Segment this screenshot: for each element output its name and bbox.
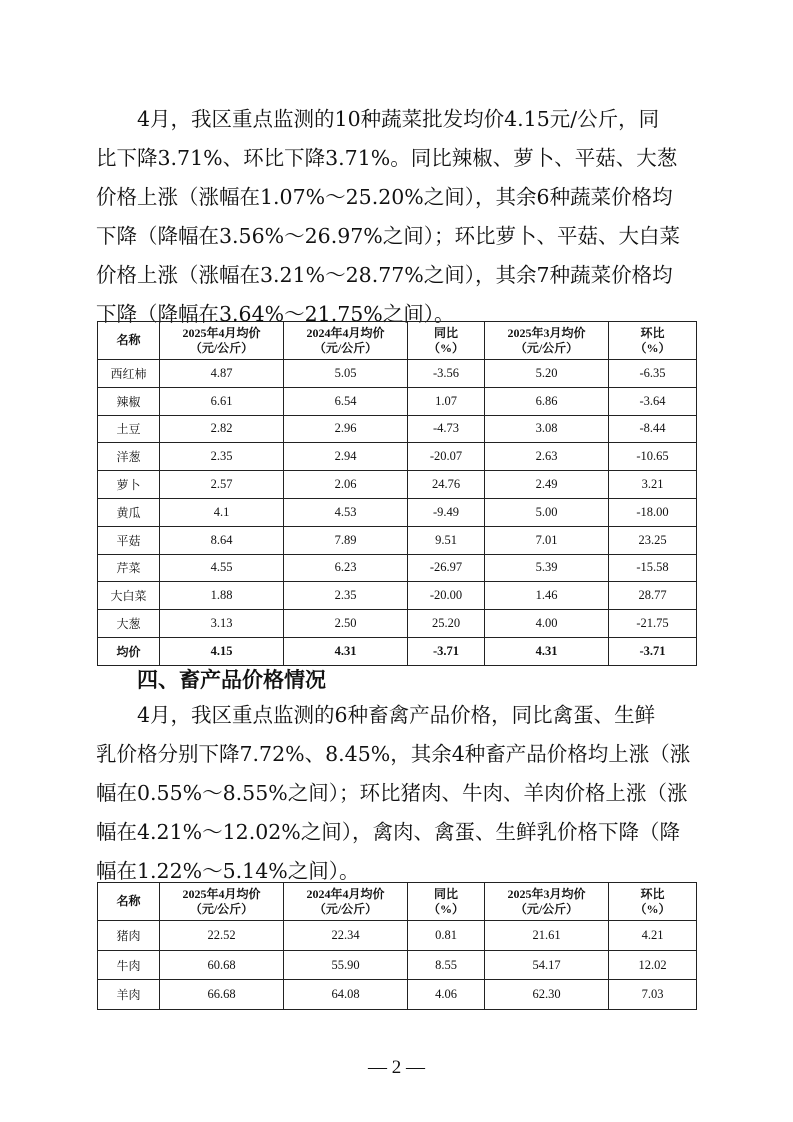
column-header: 2025年4月均价 （元/公斤） (160, 322, 284, 360)
column-header: 名称 (98, 322, 160, 360)
vegetable-price-table (97, 321, 697, 666)
table-cell: 2.35 (160, 443, 284, 471)
table-cell: 62.30 (485, 980, 609, 1010)
table-cell: 4.00 (485, 610, 609, 638)
column-header: 同比 （%） (408, 322, 485, 360)
table-cell: 54.17 (485, 950, 609, 980)
table-cell: -3.64 (609, 387, 697, 415)
table-cell: 2.63 (485, 443, 609, 471)
row-name-cell: 萝卜 (98, 471, 160, 499)
table-row (98, 980, 697, 1010)
table-cell: -9.49 (408, 498, 485, 526)
table-cell: 4.15 (160, 637, 284, 665)
row-name-cell: 均价 (98, 637, 160, 665)
table-cell: 8.55 (408, 950, 485, 980)
table-cell: 5.20 (485, 360, 609, 388)
column-header: 2025年4月均价 （元/公斤） (160, 883, 284, 921)
table-cell: 2.94 (284, 443, 408, 471)
table-cell: 0.81 (408, 921, 485, 951)
row-name-cell: 黄瓜 (98, 498, 160, 526)
table-cell: -20.00 (408, 582, 485, 610)
table-cell: 4.87 (160, 360, 284, 388)
column-header: 环比 （%） (609, 322, 697, 360)
table-cell: -6.35 (609, 360, 697, 388)
table-cell: 5.05 (284, 360, 408, 388)
table-cell: 2.06 (284, 471, 408, 499)
table-cell: 2.35 (284, 582, 408, 610)
livestock-summary-paragraph (96, 696, 696, 891)
table-cell: 22.34 (284, 921, 408, 951)
table-cell: 55.90 (284, 950, 408, 980)
table-cell: -26.97 (408, 554, 485, 582)
table-cell: 2.96 (284, 415, 408, 443)
table-cell: 2.50 (284, 610, 408, 638)
table-cell: 1.07 (408, 387, 485, 415)
table-cell: 8.64 (160, 526, 284, 554)
table-cell: -21.75 (609, 610, 697, 638)
table-row (98, 921, 697, 951)
row-name-cell: 猪肉 (98, 921, 160, 951)
row-name-cell: 大葱 (98, 610, 160, 638)
paragraph-line: 下降（降幅在3.56%～26.97%之间）；环比萝卜、平菇、大白菜 (96, 224, 681, 248)
row-name-cell: 土豆 (98, 415, 160, 443)
table-header-row (98, 322, 697, 360)
paragraph-line: 4月，我区重点监测的10种蔬菜批发均价4.15元/公斤，同 (137, 107, 660, 131)
table-cell: 3.08 (485, 415, 609, 443)
table-cell: 4.1 (160, 498, 284, 526)
table-cell: 3.21 (609, 471, 697, 499)
paragraph-line: 幅在1.22%～5.14%之间）。 (96, 859, 360, 883)
table-row (98, 360, 697, 388)
page-number: — 2 — (368, 1057, 425, 1078)
column-header: 环比 （%） (609, 883, 697, 921)
row-name-cell: 洋葱 (98, 443, 160, 471)
table-row (98, 387, 697, 415)
table-row (98, 526, 697, 554)
paragraph-line: 幅在0.55%～8.55%之间）；环比猪肉、牛肉、羊肉价格上涨（涨 (96, 781, 688, 805)
table-cell: 23.25 (609, 526, 697, 554)
section-heading: 四、畜产品价格情况 (137, 668, 326, 692)
column-header: 2024年4月均价 （元/公斤） (284, 322, 408, 360)
table-cell: 28.77 (609, 582, 697, 610)
table-row (98, 610, 697, 638)
column-header: 2025年3月均价 （元/公斤） (485, 883, 609, 921)
livestock-price-table (97, 882, 697, 1010)
vegetable-summary-paragraph (96, 100, 696, 334)
row-name-cell: 西红柿 (98, 360, 160, 388)
row-name-cell: 羊肉 (98, 980, 160, 1010)
paragraph-line: 价格上涨（涨幅在3.21%～28.77%之间），其余7种蔬菜价格均 (96, 263, 673, 287)
table-row (98, 554, 697, 582)
table-cell: 21.61 (485, 921, 609, 951)
table-cell: 6.54 (284, 387, 408, 415)
row-name-cell: 芹菜 (98, 554, 160, 582)
table-row (98, 498, 697, 526)
table-cell: 9.51 (408, 526, 485, 554)
table-cell: -10.65 (609, 443, 697, 471)
table-cell: -3.56 (408, 360, 485, 388)
table-cell: 66.68 (160, 980, 284, 1010)
paragraph-line: 价格上涨（涨幅在1.07%～25.20%之间），其余6种蔬菜价格均 (96, 185, 673, 209)
table-cell: 3.13 (160, 610, 284, 638)
table-cell: -18.00 (609, 498, 697, 526)
table-cell: 5.39 (485, 554, 609, 582)
column-header: 名称 (98, 883, 160, 921)
table-row (98, 950, 697, 980)
table-row (98, 471, 697, 499)
table-row (98, 637, 697, 665)
table-cell: 2.57 (160, 471, 284, 499)
paragraph-line: 乳价格分别下降7.72%、8.45%，其余4种畜产品价格均上涨（涨 (96, 742, 691, 766)
table-cell: 6.61 (160, 387, 284, 415)
paragraph-line: 下降（降幅在3.64%～21.75%之间）。 (96, 302, 455, 326)
table-header-row (98, 883, 697, 921)
column-header: 2024年4月均价 （元/公斤） (284, 883, 408, 921)
column-header: 2025年3月均价 （元/公斤） (485, 322, 609, 360)
table-cell: 60.68 (160, 950, 284, 980)
table-cell: 5.00 (485, 498, 609, 526)
table-cell: 4.21 (609, 921, 697, 951)
table-cell: 4.55 (160, 554, 284, 582)
row-name-cell: 大白菜 (98, 582, 160, 610)
table-cell: -4.73 (408, 415, 485, 443)
paragraph-line: 幅在4.21%～12.02%之间），禽肉、禽蛋、生鲜乳价格下降（降 (96, 820, 681, 844)
table-cell: 7.03 (609, 980, 697, 1010)
column-header: 同比 （%） (408, 883, 485, 921)
table-cell: -8.44 (609, 415, 697, 443)
table-cell: 12.02 (609, 950, 697, 980)
paragraph-line: 比下降3.71%、环比下降3.71%。同比辣椒、萝卜、平菇、大葱 (96, 146, 678, 170)
table-cell: -15.58 (609, 554, 697, 582)
table-cell: 4.31 (284, 637, 408, 665)
paragraph-line: 4月，我区重点监测的6种畜禽产品价格，同比禽蛋、生鲜 (137, 703, 656, 727)
table-cell: 7.89 (284, 526, 408, 554)
table-cell: 2.82 (160, 415, 284, 443)
table-row (98, 582, 697, 610)
table-cell: 6.86 (485, 387, 609, 415)
table-cell: 25.20 (408, 610, 485, 638)
table-cell: 6.23 (284, 554, 408, 582)
row-name-cell: 辣椒 (98, 387, 160, 415)
table-cell: -3.71 (609, 637, 697, 665)
table-cell: -3.71 (408, 637, 485, 665)
table-cell: 22.52 (160, 921, 284, 951)
table-row (98, 415, 697, 443)
table-cell: 1.46 (485, 582, 609, 610)
table-cell: 4.31 (485, 637, 609, 665)
table-cell: 4.06 (408, 980, 485, 1010)
table-cell: 2.49 (485, 471, 609, 499)
row-name-cell: 平菇 (98, 526, 160, 554)
table-cell: 24.76 (408, 471, 485, 499)
row-name-cell: 牛肉 (98, 950, 160, 980)
table-cell: 4.53 (284, 498, 408, 526)
table-cell: 7.01 (485, 526, 609, 554)
table-row (98, 443, 697, 471)
table-cell: -20.07 (408, 443, 485, 471)
table-cell: 64.08 (284, 980, 408, 1010)
table-cell: 1.88 (160, 582, 284, 610)
